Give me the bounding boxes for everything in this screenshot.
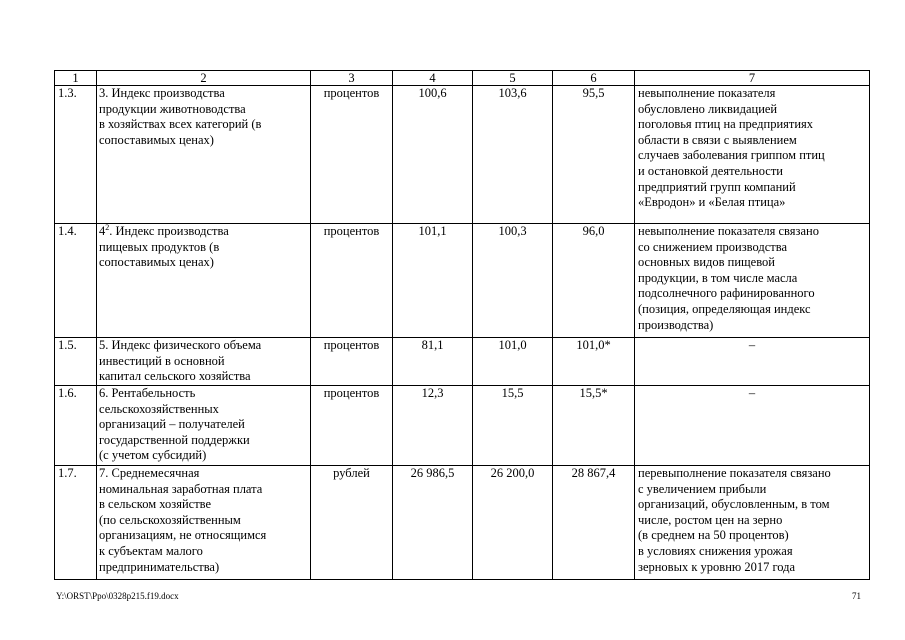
- text-line: зерновых к уровню 2017 года: [638, 559, 796, 574]
- table-row: [55, 338, 870, 386]
- text-line: основных видов пищевой: [638, 255, 775, 270]
- text-line: 7. Среднемесячная: [99, 466, 200, 480]
- footnote-mark: 2: [105, 222, 110, 232]
- text-line: и остановкой деятельности: [638, 163, 783, 178]
- text-line: 6. Рентабельность: [99, 386, 196, 400]
- table-row: [55, 224, 870, 338]
- header-cell: 1: [55, 71, 97, 86]
- header-cell: 6: [553, 71, 635, 86]
- name-rest: . Индекс производства: [109, 224, 229, 238]
- table-row: [55, 86, 870, 224]
- text-line: числе, ростом цен на зерно: [638, 512, 783, 527]
- header-cell: 2: [97, 71, 311, 86]
- indicator-name: [97, 386, 311, 466]
- text-line: «Евродон» и «Белая птица»: [638, 195, 786, 210]
- text-line: в хозяйствах всех категорий (в: [99, 117, 262, 132]
- header-cell: 3: [311, 71, 393, 86]
- value-cell: 81,1: [393, 338, 473, 386]
- text-line: обусловлено ликвидацией: [638, 101, 778, 116]
- value-cell: 26 986,5: [393, 466, 473, 580]
- text-line: организациям, не относящимся: [99, 528, 267, 543]
- value-cell: 15,5*: [553, 386, 635, 466]
- text-line: (в среднем на 50 процентов): [638, 528, 789, 543]
- unit-cell: процентов: [311, 386, 393, 466]
- text-line: поголовья птиц на предприятиях: [638, 117, 814, 132]
- row-number: 1.6.: [55, 386, 97, 466]
- text-line: сопоставимых ценах): [99, 132, 214, 147]
- text-line: невыполнение показателя: [638, 86, 776, 100]
- text-line: инвестиций в основной: [99, 353, 225, 368]
- text-line: продукции животноводства: [99, 101, 246, 116]
- unit-cell: процентов: [311, 86, 393, 224]
- value-cell: 26 200,0: [473, 466, 553, 580]
- unit-cell: процентов: [311, 224, 393, 338]
- value-cell: 96,0: [553, 224, 635, 338]
- text-line: номинальная заработная плата: [99, 481, 263, 496]
- row-number: 1.7.: [55, 466, 97, 580]
- text-line: производства): [638, 317, 714, 332]
- value-cell: 103,6: [473, 86, 553, 224]
- text-line: в условиях снижения урожая: [638, 543, 793, 558]
- text-line: со снижением производства: [638, 239, 788, 254]
- text-line: (позиция, определяющая индекс: [638, 301, 811, 316]
- text-line: к субъектам малого: [99, 543, 203, 558]
- indicator-name: [97, 224, 311, 338]
- text-line: случаев заболевания гриппом птиц: [638, 148, 825, 163]
- name-prefix: 4: [99, 224, 106, 238]
- text-line: капитал сельского хозяйства: [99, 369, 251, 384]
- value-cell: 101,0*: [553, 338, 635, 386]
- text-line: с увеличением прибыли: [638, 481, 767, 496]
- text-line: невыполнение показателя связано: [638, 224, 819, 238]
- note-cell: [635, 224, 870, 338]
- text-line: подсолнечного рафинированного: [638, 286, 815, 301]
- text-line: предпринимательства): [99, 559, 220, 574]
- value-cell: 100,6: [393, 86, 473, 224]
- note-cell: [635, 466, 870, 580]
- value-cell: 101,1: [393, 224, 473, 338]
- table-row: [55, 386, 870, 466]
- value-cell: 100,3: [473, 224, 553, 338]
- note-cell: –: [635, 386, 870, 466]
- row-number: 1.3.: [55, 86, 97, 224]
- unit-cell: рублей: [311, 466, 393, 580]
- text-line: 3. Индекс производства: [99, 86, 225, 100]
- text-line: (по сельскохозяйственным: [99, 512, 241, 527]
- text-line: сопоставимых ценах): [99, 255, 214, 270]
- table-row: [55, 466, 870, 580]
- text-line: перевыполнение показателя связано: [638, 466, 831, 480]
- value-cell: 95,5: [553, 86, 635, 224]
- text-line: пищевых продуктов (в: [99, 239, 220, 254]
- indicator-name: [97, 338, 311, 386]
- footer-page-number: 71: [852, 591, 861, 601]
- value-cell: 15,5: [473, 386, 553, 466]
- text-line: в сельском хозяйстве: [99, 497, 212, 512]
- indicator-name: [97, 86, 311, 224]
- row-number: 1.5.: [55, 338, 97, 386]
- text-line: продукции, в том числе масла: [638, 270, 798, 285]
- text-line: организаций – получателей: [99, 417, 245, 432]
- text-line: [99, 224, 308, 240]
- value-cell: 12,3: [393, 386, 473, 466]
- indicators-table: [54, 70, 870, 580]
- text-line: предприятий групп компаний: [638, 179, 796, 194]
- text-line: области в связи с выявлением: [638, 132, 797, 147]
- note-cell: [635, 86, 870, 224]
- header-cell: 7: [635, 71, 870, 86]
- footer-file-path: Y:\ORST\Ppo\0328p215.f19.docx: [56, 591, 179, 601]
- row-number: 1.4.: [55, 224, 97, 338]
- header-row: [55, 71, 870, 86]
- value-cell: 101,0: [473, 338, 553, 386]
- header-cell: 4: [393, 71, 473, 86]
- unit-cell: процентов: [311, 338, 393, 386]
- text-line: организаций, обусловленным, в том: [638, 497, 830, 512]
- indicator-name: [97, 466, 311, 580]
- text-line: сельскохозяйственных: [99, 401, 219, 416]
- text-line: государственной поддержки: [99, 432, 250, 447]
- value-cell: 28 867,4: [553, 466, 635, 580]
- header-cell: 5: [473, 71, 553, 86]
- text-line: 5. Индекс физического объема: [99, 338, 262, 352]
- note-cell: –: [635, 338, 870, 386]
- text-line: (с учетом субсидий): [99, 448, 207, 463]
